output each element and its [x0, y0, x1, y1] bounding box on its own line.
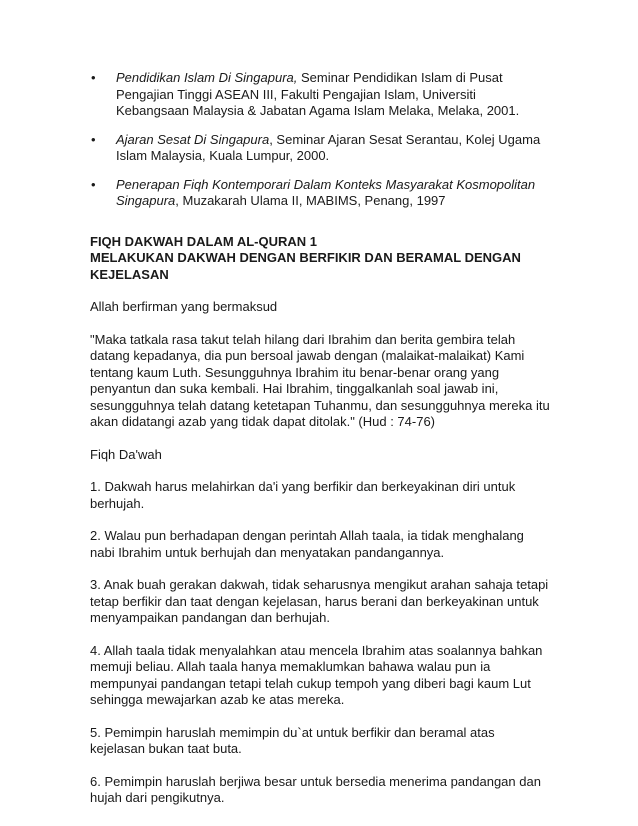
intro-text: Allah berfirman yang bermaksud [90, 299, 278, 314]
reference-text [116, 70, 550, 120]
reference-text [116, 132, 550, 165]
reference-details: , Muzakarah Ulama II, MABIMS, Penang, 1997 [175, 193, 446, 208]
reference-item [90, 132, 550, 165]
reference-text [116, 177, 550, 210]
point-item: 5. Pemimpin haruslah memimpin du`at untuk berfikir dan beramal atas kejelasan bukan taat buta. [90, 724, 495, 756]
point-item: 6. Pemimpin haruslah berjiwa besar untuk bersedia menerima pandangan dan hujah dari pengikutnya. [90, 773, 541, 805]
reference-item [90, 70, 550, 120]
bullet-icon: • [91, 70, 96, 85]
point-item: 4. Allah taala tidak menyalahkan atau mencela Ibrahim atas soalannya bahkan memuji beliau. Allah taala hanya memaklumkan bahawa walau pun ia mempunyai pandangan tetapi telah cukup tempoh yang diberi bagi kaum Lut sehingga mewajarkan azab ke atas mereka. [90, 642, 543, 707]
bullet-icon: • [91, 131, 96, 147]
point-item: 3. Anak buah gerakan dakwah, tidak seharusnya mengikut arahan sahaja tetapi tetap berfikir dan taat dengan kejelasan, harus berani dan berkeyakinan untuk menyampaikan pandangan dan berhujah. [90, 577, 549, 625]
reference-item [90, 177, 550, 210]
reference-title: Pendidikan Islam Di Singapura, [116, 70, 298, 85]
article-heading-line2: MELAKUKAN DAKWAH DENGAN BERFIKIR DAN BERAMAL DENGAN KEJELASAN [90, 250, 521, 282]
reference-details: Seminar Pendidikan Islam di Pusat Pengajian Tinggi ASEAN III, Fakulti Pengajian Islam, Universiti Kebangsaan Malaysia & Jabatan Agama Islam Melaka, Melaka, 2001. [116, 70, 520, 118]
document-page [90, 70, 550, 823]
article-heading-line1: FIQH DAKWAH DALAM AL-QURAN 1 [90, 233, 317, 249]
reference-title: Ajaran Sesat Di Singapura [116, 131, 270, 147]
bullet-icon: • [91, 176, 96, 192]
point-item: 2. Walau pun berhadapan dengan perintah Allah taala, ia tidak menghalang nabi Ibrahim untuk berhujah dan menyatakan pandangannya. [90, 528, 524, 560]
article-heading [90, 234, 550, 284]
reference-details: , Seminar Ajaran Sesat Serantau, Kolej Ugama Islam Malaysia, Kuala Lumpur, 2000. [116, 131, 541, 163]
section-title: Fiqh Da'wah [90, 446, 162, 462]
quran-quote: "Maka tatkala rasa takut telah hilang dari Ibrahim dan berita gembira telah datang kepadanya, dia pun bersoal jawab dengan (malaikat-malaikat) Kami tentang kaum Luth. Sesungguhnya Ibrahim itu benar-benar orang yang penyantun dan suka kembali. Hai Ibrahim, tinggalkanlah soal jawab ini, sesungguhnya telah datang ketetapan Tuhanmu, dan sesungguhnya mereka itu akan didatangi azab yang tidak dapat ditolak." (Hud : 74-76) [90, 331, 550, 429]
point-item: 1. Dakwah harus melahirkan da'i yang berfikir dan berkeyakinan diri untuk berhujah. [90, 479, 516, 511]
reference-list [90, 70, 550, 210]
reference-title: Penerapan Fiqh Kontemporari Dalam Konteks Masyarakat Kosmopolitan Singapura [116, 176, 536, 208]
